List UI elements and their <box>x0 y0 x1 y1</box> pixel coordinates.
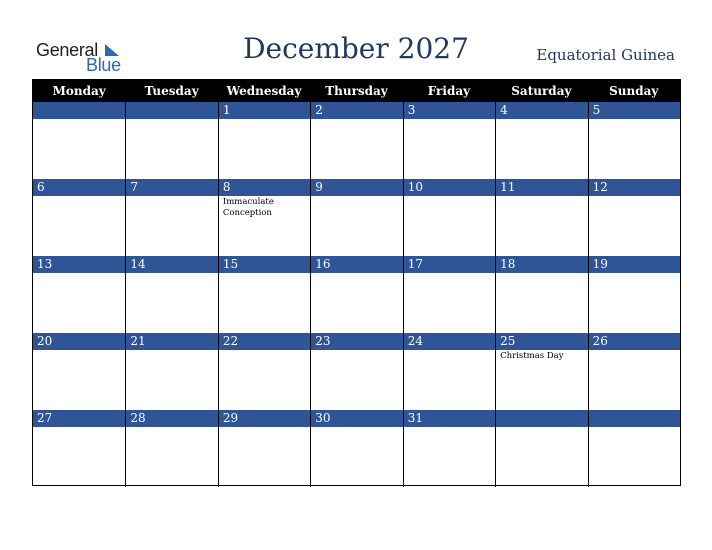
day-cell[interactable] <box>310 333 402 410</box>
day-number: 7 <box>130 180 139 194</box>
day-number: 25 <box>500 334 516 348</box>
day-number: 12 <box>592 180 608 194</box>
day-number: 18 <box>500 257 516 271</box>
day-cell[interactable] <box>310 179 402 256</box>
day-cell[interactable] <box>495 102 587 179</box>
day-cell[interactable] <box>33 333 125 410</box>
day-cell[interactable] <box>588 102 680 179</box>
day-number: 2 <box>315 103 323 117</box>
day-cell[interactable] <box>495 179 587 256</box>
day-cell[interactable] <box>33 410 125 487</box>
day-cell[interactable] <box>33 102 125 179</box>
weekday-friday: Friday <box>427 84 471 98</box>
day-cell[interactable] <box>495 256 587 333</box>
day-cell[interactable] <box>125 102 217 179</box>
day-cell[interactable] <box>310 102 402 179</box>
weekday-saturday: Saturday <box>511 84 572 98</box>
day-cell[interactable] <box>310 256 402 333</box>
week-row <box>33 333 680 410</box>
day-number: 29 <box>222 411 239 425</box>
week-row <box>33 256 680 333</box>
day-cell[interactable] <box>218 333 310 410</box>
day-number: 9 <box>315 180 323 194</box>
day-cell[interactable] <box>495 410 587 487</box>
day-number: 8 <box>222 180 231 194</box>
day-event: Immaculate Conception <box>222 197 274 218</box>
day-number: 21 <box>130 334 146 348</box>
weekday-monday: Monday <box>52 84 106 98</box>
day-number: 3 <box>407 103 416 117</box>
day-cell[interactable] <box>403 179 495 256</box>
day-cell[interactable] <box>403 410 495 487</box>
day-cell[interactable] <box>125 256 217 333</box>
calendar-title: December 2027 <box>243 32 469 65</box>
day-cell[interactable] <box>310 410 402 487</box>
day-number: 24 <box>407 334 423 348</box>
day-number: 26 <box>592 334 608 348</box>
day-number: 15 <box>222 257 239 271</box>
day-cell[interactable] <box>588 179 680 256</box>
weekday-wednesday: Wednesday <box>226 84 302 98</box>
day-number: 10 <box>407 180 423 194</box>
day-number: 19 <box>592 257 608 271</box>
day-number: 1 <box>222 103 231 117</box>
weekday-header <box>33 80 680 102</box>
day-cell[interactable] <box>218 256 310 333</box>
day-cell[interactable] <box>125 179 217 256</box>
day-cell[interactable] <box>403 333 495 410</box>
day-number: 27 <box>37 411 53 425</box>
day-number: 20 <box>37 334 53 348</box>
day-cell[interactable] <box>218 410 310 487</box>
weekday-tuesday: Tuesday <box>144 84 199 98</box>
day-number: 22 <box>222 334 239 348</box>
calendar-grid <box>32 79 681 486</box>
week-row <box>33 410 680 487</box>
day-number: 30 <box>315 411 331 425</box>
day-cell[interactable] <box>588 333 680 410</box>
day-cell[interactable] <box>125 410 217 487</box>
day-cell[interactable] <box>403 256 495 333</box>
day-cell[interactable] <box>33 179 125 256</box>
week-row <box>33 179 680 256</box>
day-cell[interactable] <box>218 102 310 179</box>
day-event: Christmas Day <box>500 351 564 361</box>
day-cell[interactable] <box>588 410 680 487</box>
day-cell[interactable] <box>403 102 495 179</box>
day-cell[interactable] <box>33 256 125 333</box>
day-number: 23 <box>315 334 331 348</box>
logo-general-text: General <box>36 40 98 60</box>
week-row <box>33 102 680 179</box>
day-number: 5 <box>592 103 601 117</box>
day-number: 4 <box>500 103 508 117</box>
day-number: 17 <box>407 257 423 271</box>
day-number: 31 <box>407 411 423 425</box>
weekday-sunday: Sunday <box>609 84 659 98</box>
day-cell[interactable] <box>125 333 217 410</box>
day-number: 6 <box>37 180 45 194</box>
day-cell[interactable] <box>588 256 680 333</box>
day-number: 13 <box>37 257 53 271</box>
day-cell[interactable] <box>495 333 587 410</box>
day-number: 16 <box>315 257 331 271</box>
day-number: 11 <box>500 180 516 194</box>
day-number: 14 <box>130 257 146 271</box>
logo-blue-text: Blue <box>86 55 121 75</box>
weekday-thursday: Thursday <box>325 84 388 98</box>
day-number: 28 <box>130 411 146 425</box>
day-cell[interactable] <box>218 179 310 256</box>
country-name: Equatorial Guinea <box>536 46 675 64</box>
